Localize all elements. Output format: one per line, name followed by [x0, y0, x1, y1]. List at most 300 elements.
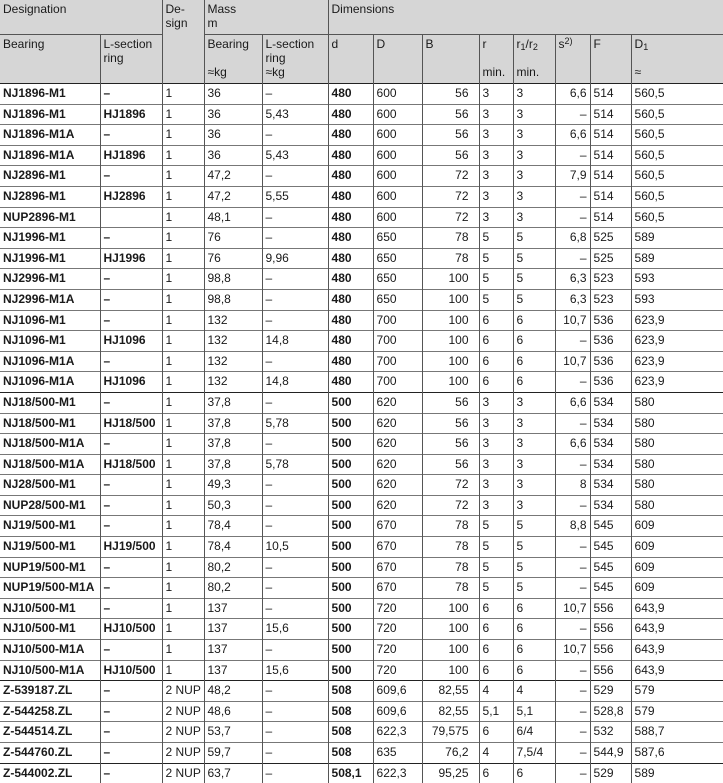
cell-mass-bearing: 37,8 [204, 434, 262, 455]
cell-design: 1 [162, 84, 204, 105]
cell-bearing: NJ18/500-M1A [0, 434, 100, 455]
cell-r: 3 [479, 434, 513, 455]
cell-s: 7,9 [555, 166, 590, 187]
cell-mass-bearing: 98,8 [204, 289, 262, 310]
cell-bearing: NJ1096-M1 [0, 310, 100, 331]
cell-B: 82,55 [422, 701, 479, 722]
cell-D: 609,6 [373, 681, 422, 702]
cell-bearing: NJ1996-M1 [0, 248, 100, 269]
cell-d: 500 [328, 454, 373, 475]
cell-s: – [555, 660, 590, 681]
cell-F: 545 [590, 557, 631, 578]
cell-B: 72 [422, 207, 479, 228]
cell-D: 650 [373, 289, 422, 310]
cell-F: 532 [590, 722, 631, 743]
cell-D1: 593 [631, 289, 723, 310]
cell-D1: 560,5 [631, 186, 723, 207]
cell-B: 100 [422, 619, 479, 640]
cell-B: 56 [422, 454, 479, 475]
header-r: r min. [479, 35, 513, 84]
cell-r: 6 [479, 331, 513, 352]
cell-bearing: NJ2896-M1 [0, 166, 100, 187]
cell-r1r2: 5 [513, 578, 555, 599]
cell-design: 1 [162, 392, 204, 413]
cell-r1r2: 6 [513, 640, 555, 661]
cell-mass-lsection: 9,96 [262, 248, 328, 269]
cell-r: 3 [479, 454, 513, 475]
cell-design: 2 NUP [162, 701, 204, 722]
cell-r: 4 [479, 743, 513, 764]
cell-mass-bearing: 49,3 [204, 475, 262, 496]
cell-r1r2: 6 [513, 763, 555, 783]
cell-s: – [555, 331, 590, 352]
table-row [0, 145, 723, 166]
cell-r1r2: 5 [513, 537, 555, 558]
cell-r: 6 [479, 619, 513, 640]
cell-D: 650 [373, 269, 422, 290]
cell-F: 534 [590, 413, 631, 434]
cell-D1: 580 [631, 454, 723, 475]
table-row [0, 495, 723, 516]
cell-lsection-ring: – [100, 557, 162, 578]
cell-mass-lsection: – [262, 701, 328, 722]
cell-D1: 589 [631, 763, 723, 783]
cell-D: 700 [373, 310, 422, 331]
cell-mass-bearing: 132 [204, 351, 262, 372]
cell-design: 1 [162, 578, 204, 599]
cell-D1: 589 [631, 248, 723, 269]
table-row [0, 413, 723, 434]
cell-s: 6,6 [555, 125, 590, 146]
cell-F: 528,8 [590, 701, 631, 722]
cell-mass-bearing: 78,4 [204, 516, 262, 537]
cell-d: 480 [328, 104, 373, 125]
cell-design: 1 [162, 598, 204, 619]
cell-B: 100 [422, 351, 479, 372]
cell-design: 1 [162, 269, 204, 290]
cell-bearing: NJ18/500-M1A [0, 454, 100, 475]
cell-D1: 643,9 [631, 619, 723, 640]
cell-lsection-ring: HJ1896 [100, 145, 162, 166]
cell-d: 480 [328, 207, 373, 228]
cell-r1r2: 6 [513, 331, 555, 352]
cell-r: 3 [479, 166, 513, 187]
cell-r1r2: 6 [513, 619, 555, 640]
cell-s: – [555, 743, 590, 764]
cell-B: 56 [422, 84, 479, 105]
cell-design: 2 NUP [162, 681, 204, 702]
cell-D: 720 [373, 640, 422, 661]
cell-D: 650 [373, 228, 422, 249]
cell-D1: 609 [631, 557, 723, 578]
cell-F: 545 [590, 537, 631, 558]
header-s: $s^{2)}$ [555, 35, 590, 84]
cell-F: 534 [590, 392, 631, 413]
cell-s: 10,7 [555, 640, 590, 661]
cell-r1r2: 3 [513, 84, 555, 105]
table-row [0, 660, 723, 681]
cell-lsection-ring: – [100, 84, 162, 105]
cell-s: – [555, 372, 590, 393]
cell-B: 72 [422, 166, 479, 187]
cell-F: 514 [590, 166, 631, 187]
cell-D1: 587,6 [631, 743, 723, 764]
cell-B: 78 [422, 248, 479, 269]
cell-D1: 580 [631, 475, 723, 496]
table-row [0, 557, 723, 578]
cell-design: 1 [162, 166, 204, 187]
cell-s: 6,3 [555, 289, 590, 310]
cell-mass-lsection: – [262, 289, 328, 310]
cell-bearing: NJ1096-M1A [0, 351, 100, 372]
header-D: D [373, 35, 422, 84]
cell-B: 78 [422, 228, 479, 249]
table-row [0, 289, 723, 310]
cell-d: 500 [328, 537, 373, 558]
cell-r1r2: 3 [513, 145, 555, 166]
cell-D1: 560,5 [631, 84, 723, 105]
cell-r: 4 [479, 681, 513, 702]
cell-B: 100 [422, 331, 479, 352]
cell-r1r2: 6/4 [513, 722, 555, 743]
cell-D1: 609 [631, 537, 723, 558]
cell-mass-lsection: – [262, 269, 328, 290]
cell-lsection-ring: HJ18/500 [100, 413, 162, 434]
cell-F: 534 [590, 454, 631, 475]
cell-mass-lsection: 5,78 [262, 454, 328, 475]
table-row [0, 640, 723, 661]
cell-mass-lsection: 5,43 [262, 104, 328, 125]
cell-B: 56 [422, 145, 479, 166]
cell-D: 670 [373, 557, 422, 578]
cell-design: 1 [162, 640, 204, 661]
cell-bearing: NUP28/500-M1 [0, 495, 100, 516]
cell-r: 5 [479, 228, 513, 249]
cell-mass-lsection: – [262, 495, 328, 516]
cell-F: 514 [590, 145, 631, 166]
cell-D1: 623,9 [631, 310, 723, 331]
cell-D1: 560,5 [631, 207, 723, 228]
cell-bearing: NUP19/500-M1A [0, 578, 100, 599]
header-mass-bearing: Bearing ≈kg [204, 35, 262, 84]
cell-d: 480 [328, 145, 373, 166]
cell-mass-lsection: – [262, 681, 328, 702]
cell-r: 5 [479, 578, 513, 599]
cell-d: 500 [328, 598, 373, 619]
cell-r1r2: 3 [513, 392, 555, 413]
cell-r: 3 [479, 475, 513, 496]
header-r1r2: $r_1/r_2$ min. [513, 35, 555, 84]
cell-D: 600 [373, 84, 422, 105]
cell-mass-bearing: 132 [204, 310, 262, 331]
cell-s: 6,6 [555, 84, 590, 105]
cell-s: 6,8 [555, 228, 590, 249]
cell-B: 72 [422, 475, 479, 496]
cell-mass-bearing: 37,8 [204, 413, 262, 434]
cell-D: 620 [373, 413, 422, 434]
cell-B: 72 [422, 186, 479, 207]
table-row [0, 619, 723, 640]
cell-lsection-ring: – [100, 392, 162, 413]
cell-s: 8,8 [555, 516, 590, 537]
cell-mass-lsection: – [262, 392, 328, 413]
cell-mass-lsection: 15,6 [262, 660, 328, 681]
cell-r: 6 [479, 310, 513, 331]
cell-lsection-ring: HJ19/500 [100, 537, 162, 558]
cell-D: 600 [373, 125, 422, 146]
header-row-1 [0, 0, 723, 35]
cell-s: – [555, 186, 590, 207]
cell-lsection-ring: – [100, 763, 162, 783]
cell-mass-bearing: 137 [204, 660, 262, 681]
cell-mass-lsection: – [262, 351, 328, 372]
cell-D1: 643,9 [631, 598, 723, 619]
cell-r: 5 [479, 537, 513, 558]
cell-r: 3 [479, 207, 513, 228]
cell-d: 500 [328, 434, 373, 455]
header-design: De- sign [162, 0, 204, 84]
cell-F: 536 [590, 372, 631, 393]
cell-mass-bearing: 132 [204, 372, 262, 393]
cell-D: 609,6 [373, 701, 422, 722]
cell-r1r2: 5 [513, 516, 555, 537]
cell-d: 500 [328, 516, 373, 537]
table-row [0, 269, 723, 290]
table-row [0, 228, 723, 249]
cell-mass-bearing: 47,2 [204, 186, 262, 207]
cell-D1: 580 [631, 392, 723, 413]
cell-design: 1 [162, 475, 204, 496]
cell-r: 3 [479, 392, 513, 413]
cell-D: 620 [373, 454, 422, 475]
cell-D: 700 [373, 331, 422, 352]
cell-F: 534 [590, 495, 631, 516]
cell-d: 480 [328, 372, 373, 393]
cell-d: 508,1 [328, 763, 373, 783]
cell-bearing: NUP19/500-M1 [0, 557, 100, 578]
cell-F: 544,9 [590, 743, 631, 764]
cell-B: 56 [422, 392, 479, 413]
cell-mass-bearing: 137 [204, 619, 262, 640]
cell-lsection-ring: – [100, 640, 162, 661]
cell-r1r2: 3 [513, 166, 555, 187]
table-row [0, 104, 723, 125]
cell-bearing: NJ10/500-M1A [0, 660, 100, 681]
cell-design: 1 [162, 372, 204, 393]
cell-r1r2: 3 [513, 207, 555, 228]
cell-s: – [555, 537, 590, 558]
cell-mass-bearing: 63,7 [204, 763, 262, 783]
cell-mass-lsection: – [262, 578, 328, 599]
cell-B: 100 [422, 640, 479, 661]
cell-mass-lsection: – [262, 598, 328, 619]
cell-r1r2: 5 [513, 289, 555, 310]
cell-mass-bearing: 53,7 [204, 722, 262, 743]
cell-D: 670 [373, 578, 422, 599]
cell-r1r2: 3 [513, 125, 555, 146]
cell-D: 700 [373, 372, 422, 393]
cell-mass-bearing: 48,1 [204, 207, 262, 228]
cell-s: – [555, 207, 590, 228]
cell-mass-bearing: 78,4 [204, 537, 262, 558]
cell-d: 480 [328, 331, 373, 352]
cell-design: 1 [162, 289, 204, 310]
cell-mass-bearing: 36 [204, 125, 262, 146]
cell-F: 523 [590, 289, 631, 310]
header-dimensions: Dimensions [328, 0, 723, 35]
cell-mass-lsection: – [262, 310, 328, 331]
cell-bearing: NUP2896-M1 [0, 207, 100, 228]
cell-r: 3 [479, 413, 513, 434]
cell-F: 545 [590, 516, 631, 537]
cell-r1r2: 5 [513, 248, 555, 269]
cell-F: 514 [590, 125, 631, 146]
cell-d: 508 [328, 681, 373, 702]
cell-lsection-ring: – [100, 495, 162, 516]
cell-D: 600 [373, 104, 422, 125]
table-row [0, 701, 723, 722]
cell-B: 72 [422, 495, 479, 516]
cell-design: 1 [162, 310, 204, 331]
cell-D: 700 [373, 351, 422, 372]
cell-design: 1 [162, 331, 204, 352]
cell-F: 525 [590, 248, 631, 269]
cell-r1r2: 6 [513, 351, 555, 372]
cell-r1r2: 3 [513, 104, 555, 125]
cell-design: 1 [162, 248, 204, 269]
cell-design: 1 [162, 145, 204, 166]
cell-r1r2: 3 [513, 413, 555, 434]
cell-d: 508 [328, 722, 373, 743]
cell-lsection-ring: – [100, 289, 162, 310]
table-row [0, 392, 723, 413]
header-mass-lsection: L-section ring ≈kg [262, 35, 328, 84]
cell-s: – [555, 701, 590, 722]
cell-r: 6 [479, 598, 513, 619]
cell-mass-lsection: – [262, 207, 328, 228]
cell-r: 3 [479, 495, 513, 516]
cell-design: 1 [162, 454, 204, 475]
cell-bearing: NJ1996-M1 [0, 228, 100, 249]
table-row [0, 372, 723, 393]
cell-design: 1 [162, 495, 204, 516]
cell-lsection-ring: – [100, 722, 162, 743]
table-row [0, 516, 723, 537]
cell-D1: 560,5 [631, 104, 723, 125]
cell-B: 100 [422, 598, 479, 619]
cell-D1: 588,7 [631, 722, 723, 743]
cell-r1r2: 3 [513, 495, 555, 516]
cell-d: 500 [328, 557, 373, 578]
cell-D: 622,3 [373, 722, 422, 743]
cell-r1r2: 3 [513, 434, 555, 455]
cell-d: 480 [328, 351, 373, 372]
cell-bearing: NJ18/500-M1 [0, 413, 100, 434]
cell-r1r2: 6 [513, 372, 555, 393]
cell-d: 480 [328, 289, 373, 310]
cell-B: 56 [422, 104, 479, 125]
table-row [0, 248, 723, 269]
cell-design: 2 NUP [162, 722, 204, 743]
table-row [0, 207, 723, 228]
cell-lsection-ring: HJ10/500 [100, 660, 162, 681]
cell-F: 529 [590, 763, 631, 783]
cell-B: 56 [422, 434, 479, 455]
cell-d: 480 [328, 310, 373, 331]
cell-s: – [555, 495, 590, 516]
cell-r1r2: 6 [513, 310, 555, 331]
cell-mass-bearing: 137 [204, 598, 262, 619]
cell-mass-lsection: – [262, 475, 328, 496]
cell-s: – [555, 578, 590, 599]
cell-B: 79,575 [422, 722, 479, 743]
cell-D: 620 [373, 475, 422, 496]
cell-r: 5 [479, 269, 513, 290]
table-row [0, 310, 723, 331]
cell-s: – [555, 763, 590, 783]
cell-F: 534 [590, 475, 631, 496]
cell-r: 3 [479, 186, 513, 207]
cell-s: – [555, 722, 590, 743]
cell-D: 670 [373, 516, 422, 537]
cell-mass-bearing: 132 [204, 331, 262, 352]
cell-mass-lsection: 5,43 [262, 145, 328, 166]
cell-mass-bearing: 47,2 [204, 166, 262, 187]
cell-mass-lsection: 5,78 [262, 413, 328, 434]
cell-mass-lsection: – [262, 763, 328, 783]
cell-s: 8 [555, 475, 590, 496]
cell-r: 3 [479, 145, 513, 166]
cell-lsection-ring: – [100, 578, 162, 599]
cell-bearing: NJ1896-M1A [0, 125, 100, 146]
cell-mass-lsection: – [262, 516, 328, 537]
header-mass: Mass m [204, 0, 328, 35]
cell-d: 480 [328, 228, 373, 249]
cell-lsection-ring: – [100, 701, 162, 722]
cell-D: 600 [373, 207, 422, 228]
table-body [0, 84, 723, 783]
cell-D1: 623,9 [631, 331, 723, 352]
cell-d: 500 [328, 495, 373, 516]
cell-D: 620 [373, 495, 422, 516]
cell-mass-bearing: 98,8 [204, 269, 262, 290]
cell-lsection-ring: HJ1096 [100, 372, 162, 393]
cell-d: 500 [328, 660, 373, 681]
cell-D1: 560,5 [631, 125, 723, 146]
cell-mass-bearing: 59,7 [204, 743, 262, 764]
cell-lsection-ring: – [100, 681, 162, 702]
cell-mass-bearing: 76 [204, 228, 262, 249]
cell-B: 78 [422, 537, 479, 558]
cell-r: 3 [479, 125, 513, 146]
header-lsection: L-section ring [100, 35, 162, 84]
cell-design: 1 [162, 516, 204, 537]
cell-D1: 643,9 [631, 640, 723, 661]
cell-D: 720 [373, 660, 422, 681]
cell-D1: 579 [631, 681, 723, 702]
cell-design: 1 [162, 228, 204, 249]
cell-D1: 609 [631, 578, 723, 599]
cell-F: 536 [590, 310, 631, 331]
header-B: B [422, 35, 479, 84]
cell-mass-lsection: 14,8 [262, 331, 328, 352]
cell-r1r2: 3 [513, 186, 555, 207]
cell-design: 1 [162, 660, 204, 681]
table-row [0, 331, 723, 352]
cell-D: 620 [373, 434, 422, 455]
cell-mass-lsection: – [262, 84, 328, 105]
cell-bearing: NJ10/500-M1A [0, 640, 100, 661]
